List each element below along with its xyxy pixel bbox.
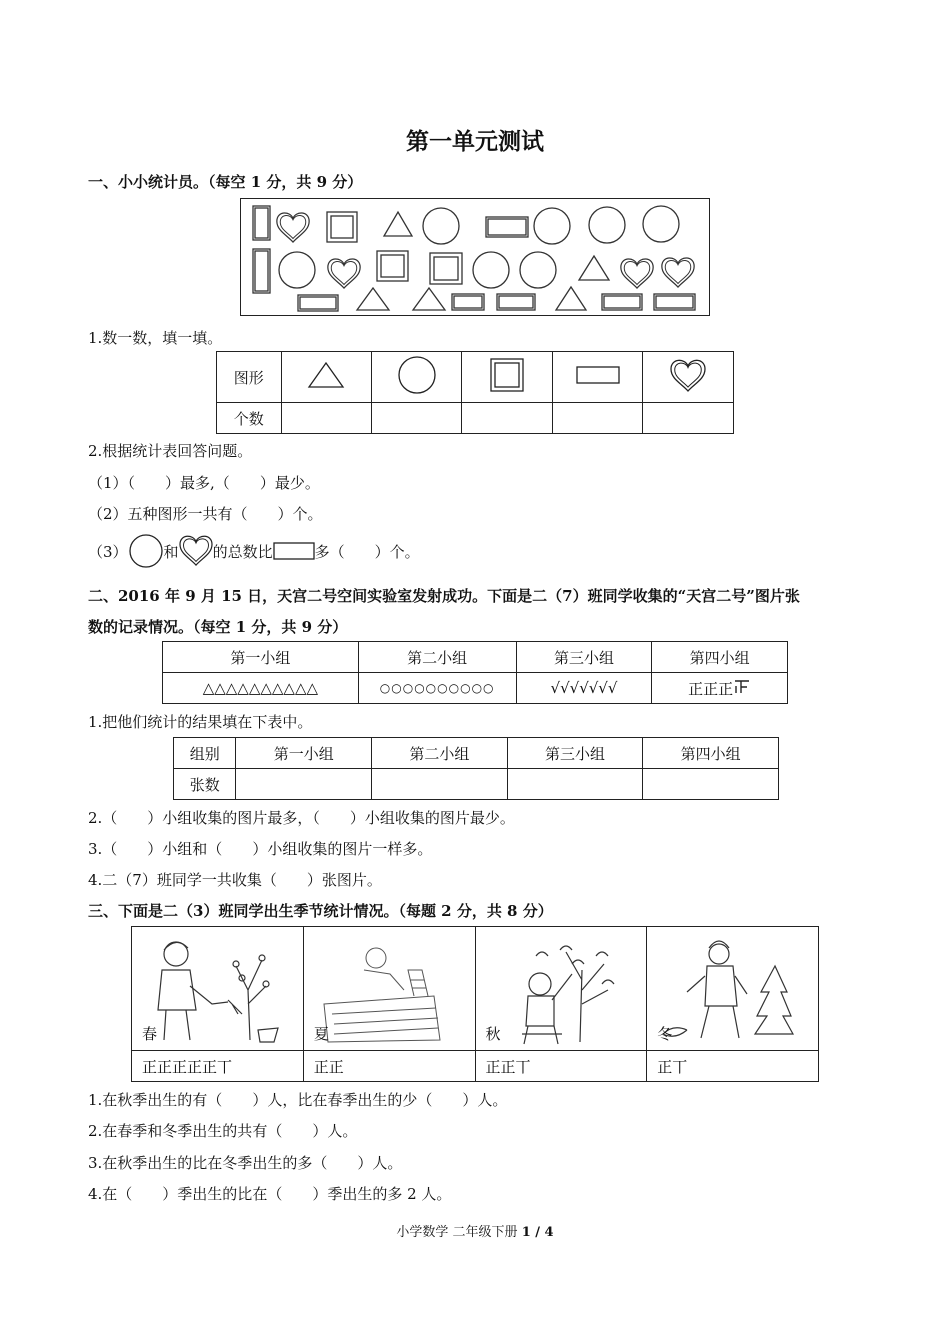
sub3-and: 和 xyxy=(163,542,179,561)
record-marks-3: √√√√√√√ xyxy=(516,673,652,704)
partial-tally-mark xyxy=(733,678,751,694)
heart-icon xyxy=(179,535,213,567)
season-label-summer: 夏 xyxy=(313,1025,329,1043)
record-marks-4-cell xyxy=(652,673,788,704)
record-header-1: 第一小组 xyxy=(163,642,359,673)
result-cell-3[interactable] xyxy=(507,769,643,800)
season-table xyxy=(131,926,819,1082)
question-3-3: 3.在秋季出生的比在冬季出生的多（ ）人。 xyxy=(88,1154,403,1172)
sub3-end: 多（ ）个。 xyxy=(314,542,420,561)
result-header-2: 第二小组 xyxy=(372,738,508,769)
question-1-2-3 xyxy=(88,533,420,569)
season-picture-autumn xyxy=(475,927,647,1051)
season-picture-spring xyxy=(132,927,304,1051)
season-label-winter: 冬 xyxy=(657,1025,673,1043)
question-1-2-1: （1）（ ）最多,（ ）最少。 xyxy=(88,474,320,492)
sub3-mid: 的总数比 xyxy=(212,542,273,561)
question-3-2: 2.在春季和冬季出生的共有（ ）人。 xyxy=(88,1122,358,1140)
section-2-heading-line-1: 二、2016 年 9 月 15 日，天宫二号空间实验室发射成功。下面是二（7）班同学收集的“天宫二号”图片张 xyxy=(88,587,800,605)
circle-icon xyxy=(396,354,438,396)
result-header-group: 组别 xyxy=(174,738,236,769)
page-number: 1 / 4 xyxy=(521,1225,554,1240)
shape-header-triangle xyxy=(281,352,371,403)
heart-icon xyxy=(668,357,708,393)
season-picture-winter xyxy=(647,927,819,1051)
shape-header-circle xyxy=(371,352,462,403)
count-cell-heart[interactable] xyxy=(643,403,734,434)
result-cell-2[interactable] xyxy=(372,769,508,800)
row-label-shape: 图形 xyxy=(217,352,282,403)
row-label-count: 个数 xyxy=(217,403,282,434)
result-header-1: 第一小组 xyxy=(236,738,372,769)
section-2-heading-line-2: 数的记录情况。（每空 1 分，共 9 分） xyxy=(88,618,348,636)
shapes-collection-box xyxy=(240,198,710,320)
sub3-prefix: （3） xyxy=(88,542,128,561)
season-label-autumn: 秋 xyxy=(485,1025,501,1043)
result-cell-1[interactable] xyxy=(236,769,372,800)
question-2-4: 4.二（7）班同学一共收集（ ）张图片。 xyxy=(88,871,382,889)
result-header-4: 第四小组 xyxy=(643,738,779,769)
question-1-2: 2.根据统计表回答问题。 xyxy=(88,442,253,460)
tally-summer: 正正 xyxy=(303,1051,475,1082)
question-3-1: 1.在秋季出生的有（ ）人，比在春季出生的少（ ）人。 xyxy=(88,1091,508,1109)
tally-autumn: 正正丅 xyxy=(475,1051,647,1082)
question-1-2-2: （2）五种图形一共有（ ）个。 xyxy=(88,505,323,523)
result-table xyxy=(173,737,779,800)
question-2-3: 3.（ ）小组和（ ）小组收集的图片一样多。 xyxy=(88,840,433,858)
season-picture-summer xyxy=(303,927,475,1051)
shape-header-square xyxy=(462,352,552,403)
question-1-1: 1.数一数，填一填。 xyxy=(88,329,223,347)
section-1-heading: 一、小小统计员。（每空 1 分，共 9 分） xyxy=(88,173,363,191)
record-marks-1: △△△△△△△△△△ xyxy=(163,673,359,704)
question-2-1: 1.把他们统计的结果填在下表中。 xyxy=(88,713,313,731)
count-cell-rectangle[interactable] xyxy=(552,403,643,434)
page-footer xyxy=(0,1221,950,1240)
record-header-4: 第四小组 xyxy=(652,642,788,673)
record-table xyxy=(162,641,788,704)
page-title: 第一单元测试 xyxy=(406,128,544,155)
result-cell-4[interactable] xyxy=(643,769,779,800)
question-2-2: 2.（ ）小组收集的图片最多，（ ）小组收集的图片最少。 xyxy=(88,809,515,827)
record-marks-2: ○○○○○○○○○○ xyxy=(358,673,516,704)
count-cell-circle[interactable] xyxy=(371,403,462,434)
rectangle-icon xyxy=(576,365,620,385)
count-cell-square[interactable] xyxy=(462,403,552,434)
tally-spring: 正正正正正丅 xyxy=(132,1051,304,1082)
circle-icon xyxy=(128,533,164,569)
result-header-3: 第三小组 xyxy=(507,738,643,769)
shape-count-table xyxy=(216,351,734,434)
shape-header-heart xyxy=(643,352,734,403)
triangle-icon xyxy=(306,359,346,391)
season-label-spring: 春 xyxy=(142,1025,158,1043)
section-3-heading: 三、下面是二（3）班同学出生季节统计情况。（每题 2 分，共 8 分） xyxy=(88,902,553,920)
result-row-label: 张数 xyxy=(174,769,236,800)
count-cell-triangle[interactable] xyxy=(281,403,371,434)
tally-winter: 正丅 xyxy=(647,1051,819,1082)
question-3-4: 4.在（ ）季出生的比在（ ）季出生的多 2 人。 xyxy=(88,1185,452,1203)
record-marks-4: 正正正 xyxy=(688,679,734,698)
record-header-2: 第二小组 xyxy=(358,642,516,673)
record-header-3: 第三小组 xyxy=(516,642,652,673)
footer-label: 小学数学 二年级下册 xyxy=(396,1225,522,1240)
rectangle-icon xyxy=(273,541,315,561)
square-icon xyxy=(489,357,525,393)
shape-header-rectangle xyxy=(552,352,643,403)
